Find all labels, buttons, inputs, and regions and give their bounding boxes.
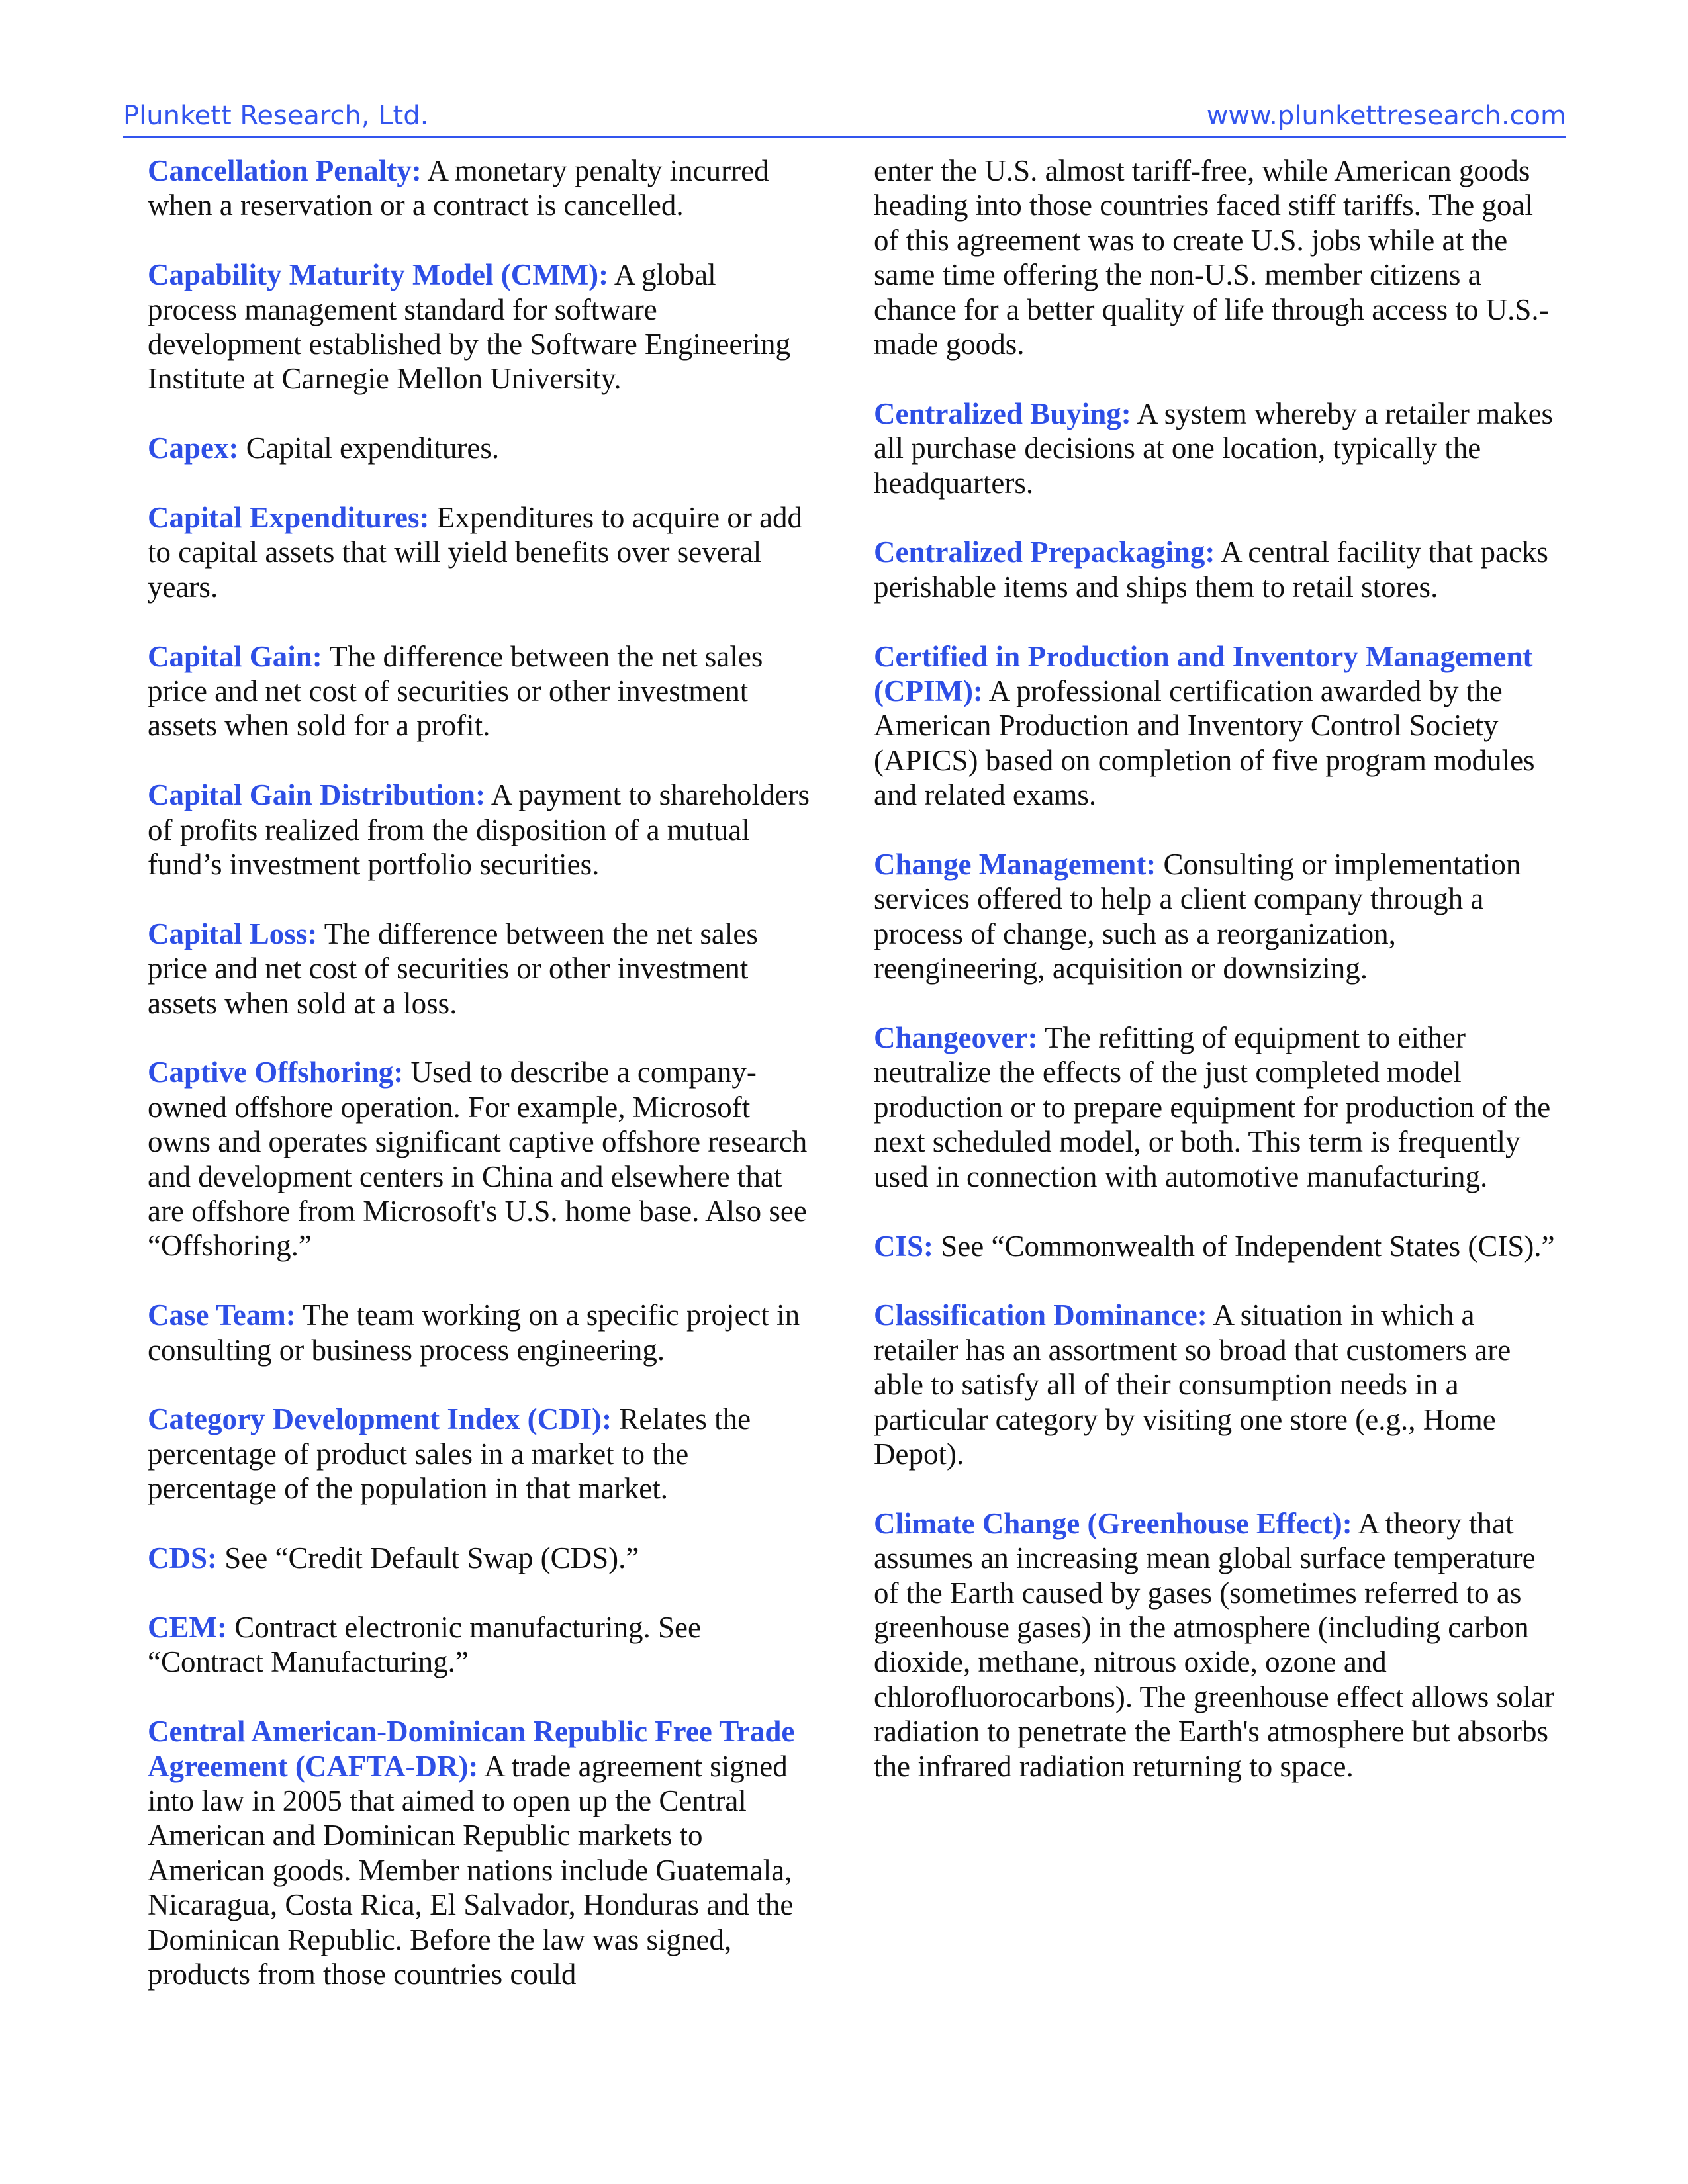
glossary-term: Capital Loss: — [148, 917, 318, 950]
glossary-definition: Consulting or implementation services offered to help a client company through a process of change, such as a reorganization, reengineering, acquisition or downsizing. — [874, 848, 1521, 985]
glossary-entry — [148, 500, 810, 604]
glossary-term: Climate Change (Greenhouse Effect): — [874, 1506, 1352, 1540]
glossary-definition: A professional certification awarded by the American Production and Inventory Control Society (APICS) based on completion of five program modules and related exams. — [874, 674, 1535, 812]
glossary-definition: The team working on a specific project in consulting or business process engineering. — [148, 1298, 800, 1367]
glossary-definition: Contract electronic manufacturing. See “Contract Manufacturing.” — [148, 1610, 701, 1679]
glossary-definition: Relates the percentage of product sales in a market to the percentage of the population in that market. — [148, 1402, 751, 1506]
glossary-entry — [874, 535, 1562, 604]
glossary-term: Captive Offshoring: — [148, 1056, 404, 1089]
glossary-term: Classification Dominance: — [874, 1298, 1207, 1332]
glossary-term: Capital Expenditures: — [148, 501, 430, 535]
glossary-entry — [148, 257, 810, 396]
glossary-right-column — [874, 154, 1562, 1818]
glossary-term: Capital Gain: — [148, 639, 322, 673]
glossary-term: CEM: — [148, 1610, 227, 1644]
glossary-term: Centralized Buying: — [874, 396, 1131, 430]
glossary-definition: The difference between the net sales price and net cost of securities or other investment assets when sold at a loss. — [148, 917, 758, 1020]
glossary-entry — [148, 1402, 810, 1506]
glossary-term: Cancellation Penalty: — [148, 154, 422, 187]
glossary-term: Case Team: — [148, 1298, 296, 1332]
glossary-term: Category Development Index (CDI): — [148, 1402, 612, 1436]
glossary-entry — [148, 1298, 810, 1367]
glossary-definition: Expenditures to acquire or add to capital assets that will yield benefits over several years. — [148, 501, 803, 604]
glossary-definition: A theory that assumes an increasing mean global surface temperature of the Earth caused by gases (sometimes referred to as greenhouse gases) in the atmosphere (including carbon dioxide, methane, nitrous oxide, ozone and chlorofluorocarbons). The greenhouse effect allows solar radiation to penetrate the Earth's atmosphere but absorbs the infrared radiation returning to space. — [874, 1506, 1554, 1783]
glossary-entry — [874, 1298, 1562, 1471]
glossary-definition: The difference between the net sales price and net cost of securities or other investment assets when sold for a profit. — [148, 639, 763, 743]
glossary-term: Centralized Prepackaging: — [874, 535, 1215, 569]
glossary-term: Change Management: — [874, 848, 1156, 882]
glossary-definition: A global process management standard for software development established by the Software Engineering Institute at Carnegie Mellon University. — [148, 258, 790, 396]
glossary-term: CIS: — [874, 1229, 934, 1263]
glossary-entry — [148, 154, 810, 223]
glossary-entry — [148, 1055, 810, 1263]
glossary-term: Certified in Production and Inventory Management (CPIM): — [874, 639, 1533, 708]
glossary-left-column — [148, 154, 810, 2026]
glossary-entry — [148, 1610, 810, 1680]
glossary-definition: The refitting of equipment to either neutralize the effects of the just completed model production or to prepare equipment for production of the next scheduled model, or both. This term is frequently used in connection with automotive manufacturing. — [874, 1021, 1551, 1193]
glossary-entry — [874, 396, 1562, 500]
glossary-definition: A monetary penalty incurred when a reservation or a contract is cancelled. — [148, 154, 769, 222]
glossary-definition: A payment to shareholders of profits realized from the disposition of a mutual fund’s investment portfolio securities. — [148, 778, 810, 882]
glossary-definition: A system whereby a retailer makes all purchase decisions at one location, typically the headquarters. — [874, 396, 1554, 500]
glossary-term: Central American-Dominican Republic Free Trade Agreement (CAFTA-DR): — [148, 1715, 795, 1783]
glossary-entry — [874, 1021, 1562, 1194]
glossary-entry — [874, 1506, 1562, 1784]
glossary-entry — [148, 1541, 810, 1575]
glossary-entry — [148, 639, 810, 743]
glossary-entry — [874, 639, 1562, 813]
glossary-term: Capex: — [148, 432, 239, 465]
glossary-term: Changeover: — [874, 1021, 1038, 1055]
glossary-definition: See “Credit Default Swap (CDS).” — [224, 1541, 639, 1575]
glossary-entry — [148, 1714, 810, 1991]
glossary-entry — [874, 847, 1562, 986]
glossary-term: Capability Maturity Model (CMM): — [148, 258, 609, 292]
glossary-term: CDS: — [148, 1541, 218, 1575]
page-header — [123, 99, 1566, 138]
glossary-entry — [148, 431, 810, 465]
glossary-definition: See “Commonwealth of Independent States (CIS).” — [941, 1229, 1555, 1263]
glossary-definition: A central facility that packs perishable items and ships them to retail stores. — [874, 535, 1548, 604]
glossary-entry — [148, 778, 810, 882]
glossary-term: Capital Gain Distribution: — [148, 778, 486, 812]
publisher-name: Plunkett Research, Ltd. — [123, 101, 429, 131]
website-link[interactable]: www.plunkettresearch.com — [1206, 101, 1566, 131]
glossary-definition: Used to describe a company-owned offshore operation. For example, Microsoft owns and operates significant captive offshore research and development centers in China and elsewhere that are offshore from Microsoft's U.S. home base. Also see “Offshoring.” — [148, 1056, 808, 1263]
glossary-definition: Capital expenditures. — [246, 432, 500, 465]
glossary-entry — [148, 917, 810, 1021]
glossary-definition: A situation in which a retailer has an assortment so broad that customers are able to satisfy all of their consumption needs in a particular category by visiting one store (e.g., Home Depot). — [874, 1298, 1511, 1471]
glossary-entry — [874, 1229, 1562, 1263]
glossary-definition: A trade agreement signed into law in 2005 that aimed to open up the Central American and Dominican Republic markets to American goods. Member nations include Guatemala, Nicaragua, Costa Rica, El Salvador, Honduras and the Dominican Republic. Before the law was signed, products from those countries could — [148, 1749, 794, 1991]
glossary-definition-continued: enter the U.S. almost tariff-free, while American goods heading into those countries faced stiff tariffs. The goal of this agreement was to create U.S. jobs while at the same time offering the non-U.S. member citizens a chance for a better quality of life through access to U.S.-made goods. — [874, 154, 1549, 361]
